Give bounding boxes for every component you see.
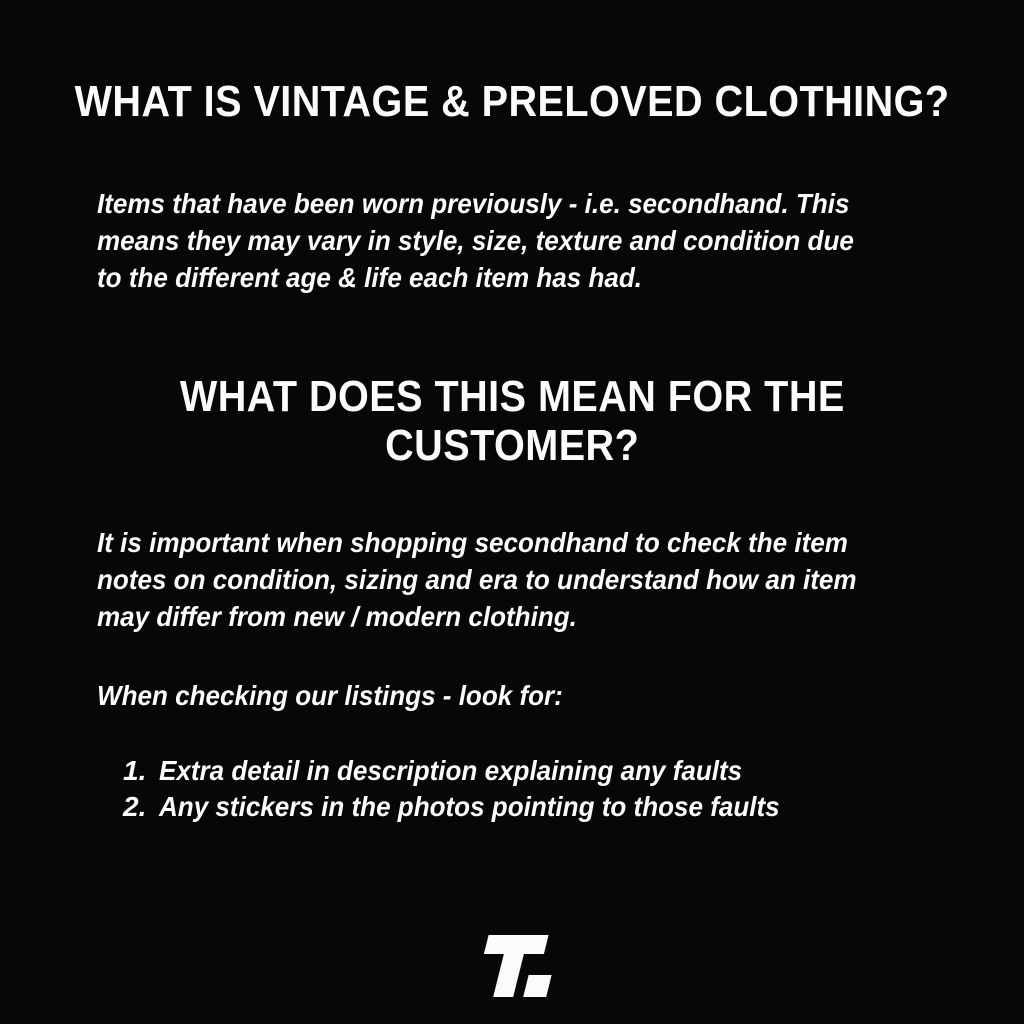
listings-note-text: When checking our listings - look for: xyxy=(97,680,563,711)
checklist-item-text: Any stickers in the photos pointing to those faults xyxy=(159,791,780,822)
customer-heading-line: WHAT DOES THIS MEAN FOR THE xyxy=(179,372,845,421)
checklist xyxy=(123,753,983,825)
intro-line: means they may vary in style, size, texture and condition due xyxy=(97,225,854,256)
checklist-item-number: 1. xyxy=(123,755,147,786)
listings-note xyxy=(0,677,1024,714)
customer-info-paragraph xyxy=(0,524,1024,635)
intro-paragraph xyxy=(0,185,1024,296)
page-title xyxy=(0,77,1024,126)
page-title-text: WHAT IS VINTAGE & PRELOVED CLOTHING? xyxy=(74,77,950,126)
brand-logo-t-icon xyxy=(471,935,558,997)
checklist-item-text: Extra detail in description explaining any faults xyxy=(159,755,743,786)
customer-section-heading xyxy=(0,372,1024,470)
checklist-item-number: 2. xyxy=(123,791,147,822)
customer-heading-line: CUSTOMER? xyxy=(384,421,640,470)
logo-period-dot xyxy=(523,975,551,997)
customer-info-line: may differ from new / modern clothing. xyxy=(97,601,577,632)
intro-line: Items that have been worn previously - i.e. secondhand. This xyxy=(97,188,850,219)
customer-info-line: It is important when shopping secondhand to check the item xyxy=(97,527,848,558)
intro-line: to the different age & life each item has had. xyxy=(97,262,643,293)
checklist-item xyxy=(123,753,983,789)
customer-info-line: notes on condition, sizing and era to understand how an item xyxy=(97,564,857,595)
checklist-item xyxy=(123,789,983,825)
